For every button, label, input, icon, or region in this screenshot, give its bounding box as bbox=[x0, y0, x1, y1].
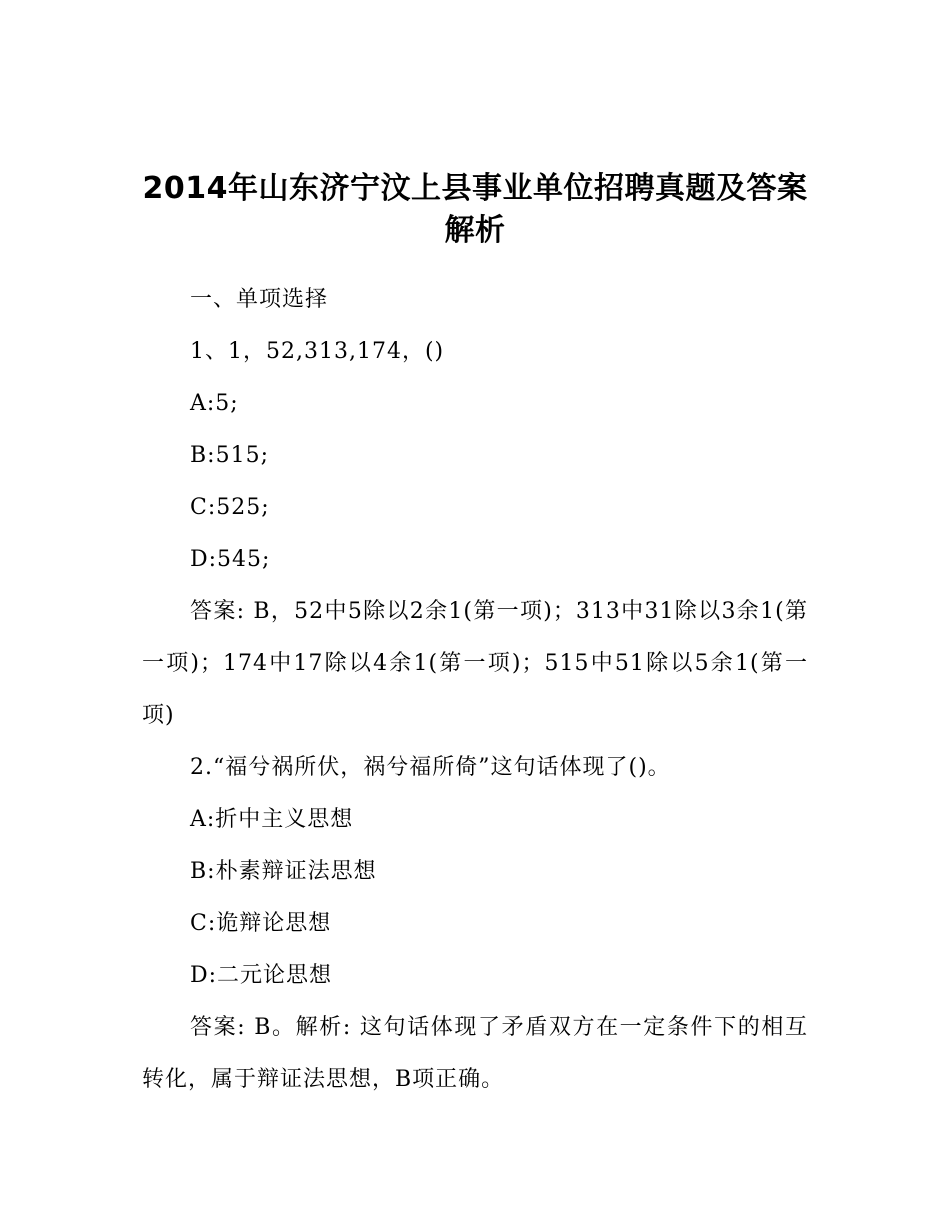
question-2-option-c: C:诡辩论思想 bbox=[190, 911, 332, 936]
document-page bbox=[142, 168, 808, 1106]
question-1-answer: 答案: B，52中5除以2余1(第一项)；313中31除以3余1(第一项)；174中17除以4余1(第一项)；515中51除以5余1(第一项) bbox=[142, 599, 808, 728]
question-1-option-b: B:515; bbox=[190, 443, 269, 468]
question-1-stem: 1、1，52,313,174，() bbox=[190, 339, 445, 364]
question-2-option-d: D:二元论思想 bbox=[190, 963, 333, 988]
question-2-stem: 2.“福兮祸所伏，祸兮福所倚”这句话体现了()。 bbox=[190, 755, 671, 780]
question-2-answer: 答案: B。解析: 这句话体现了矛盾双方在一定条件下的相互转化，属于辩证法思想，B项正确。 bbox=[142, 1015, 808, 1092]
question-1-option-a: A:5; bbox=[190, 391, 239, 416]
question-1-option-c: C:525; bbox=[190, 495, 270, 520]
question-1-option-d: D:545; bbox=[190, 547, 271, 572]
question-2-option-b: B:朴素辩证法思想 bbox=[190, 859, 377, 884]
section-heading: 一、单项选择 bbox=[190, 287, 329, 312]
document-title: 2014年山东济宁汶上县事业单位招聘真题及答案解析 bbox=[142, 171, 808, 248]
question-2-option-a: A:折中主义思想 bbox=[190, 807, 354, 832]
